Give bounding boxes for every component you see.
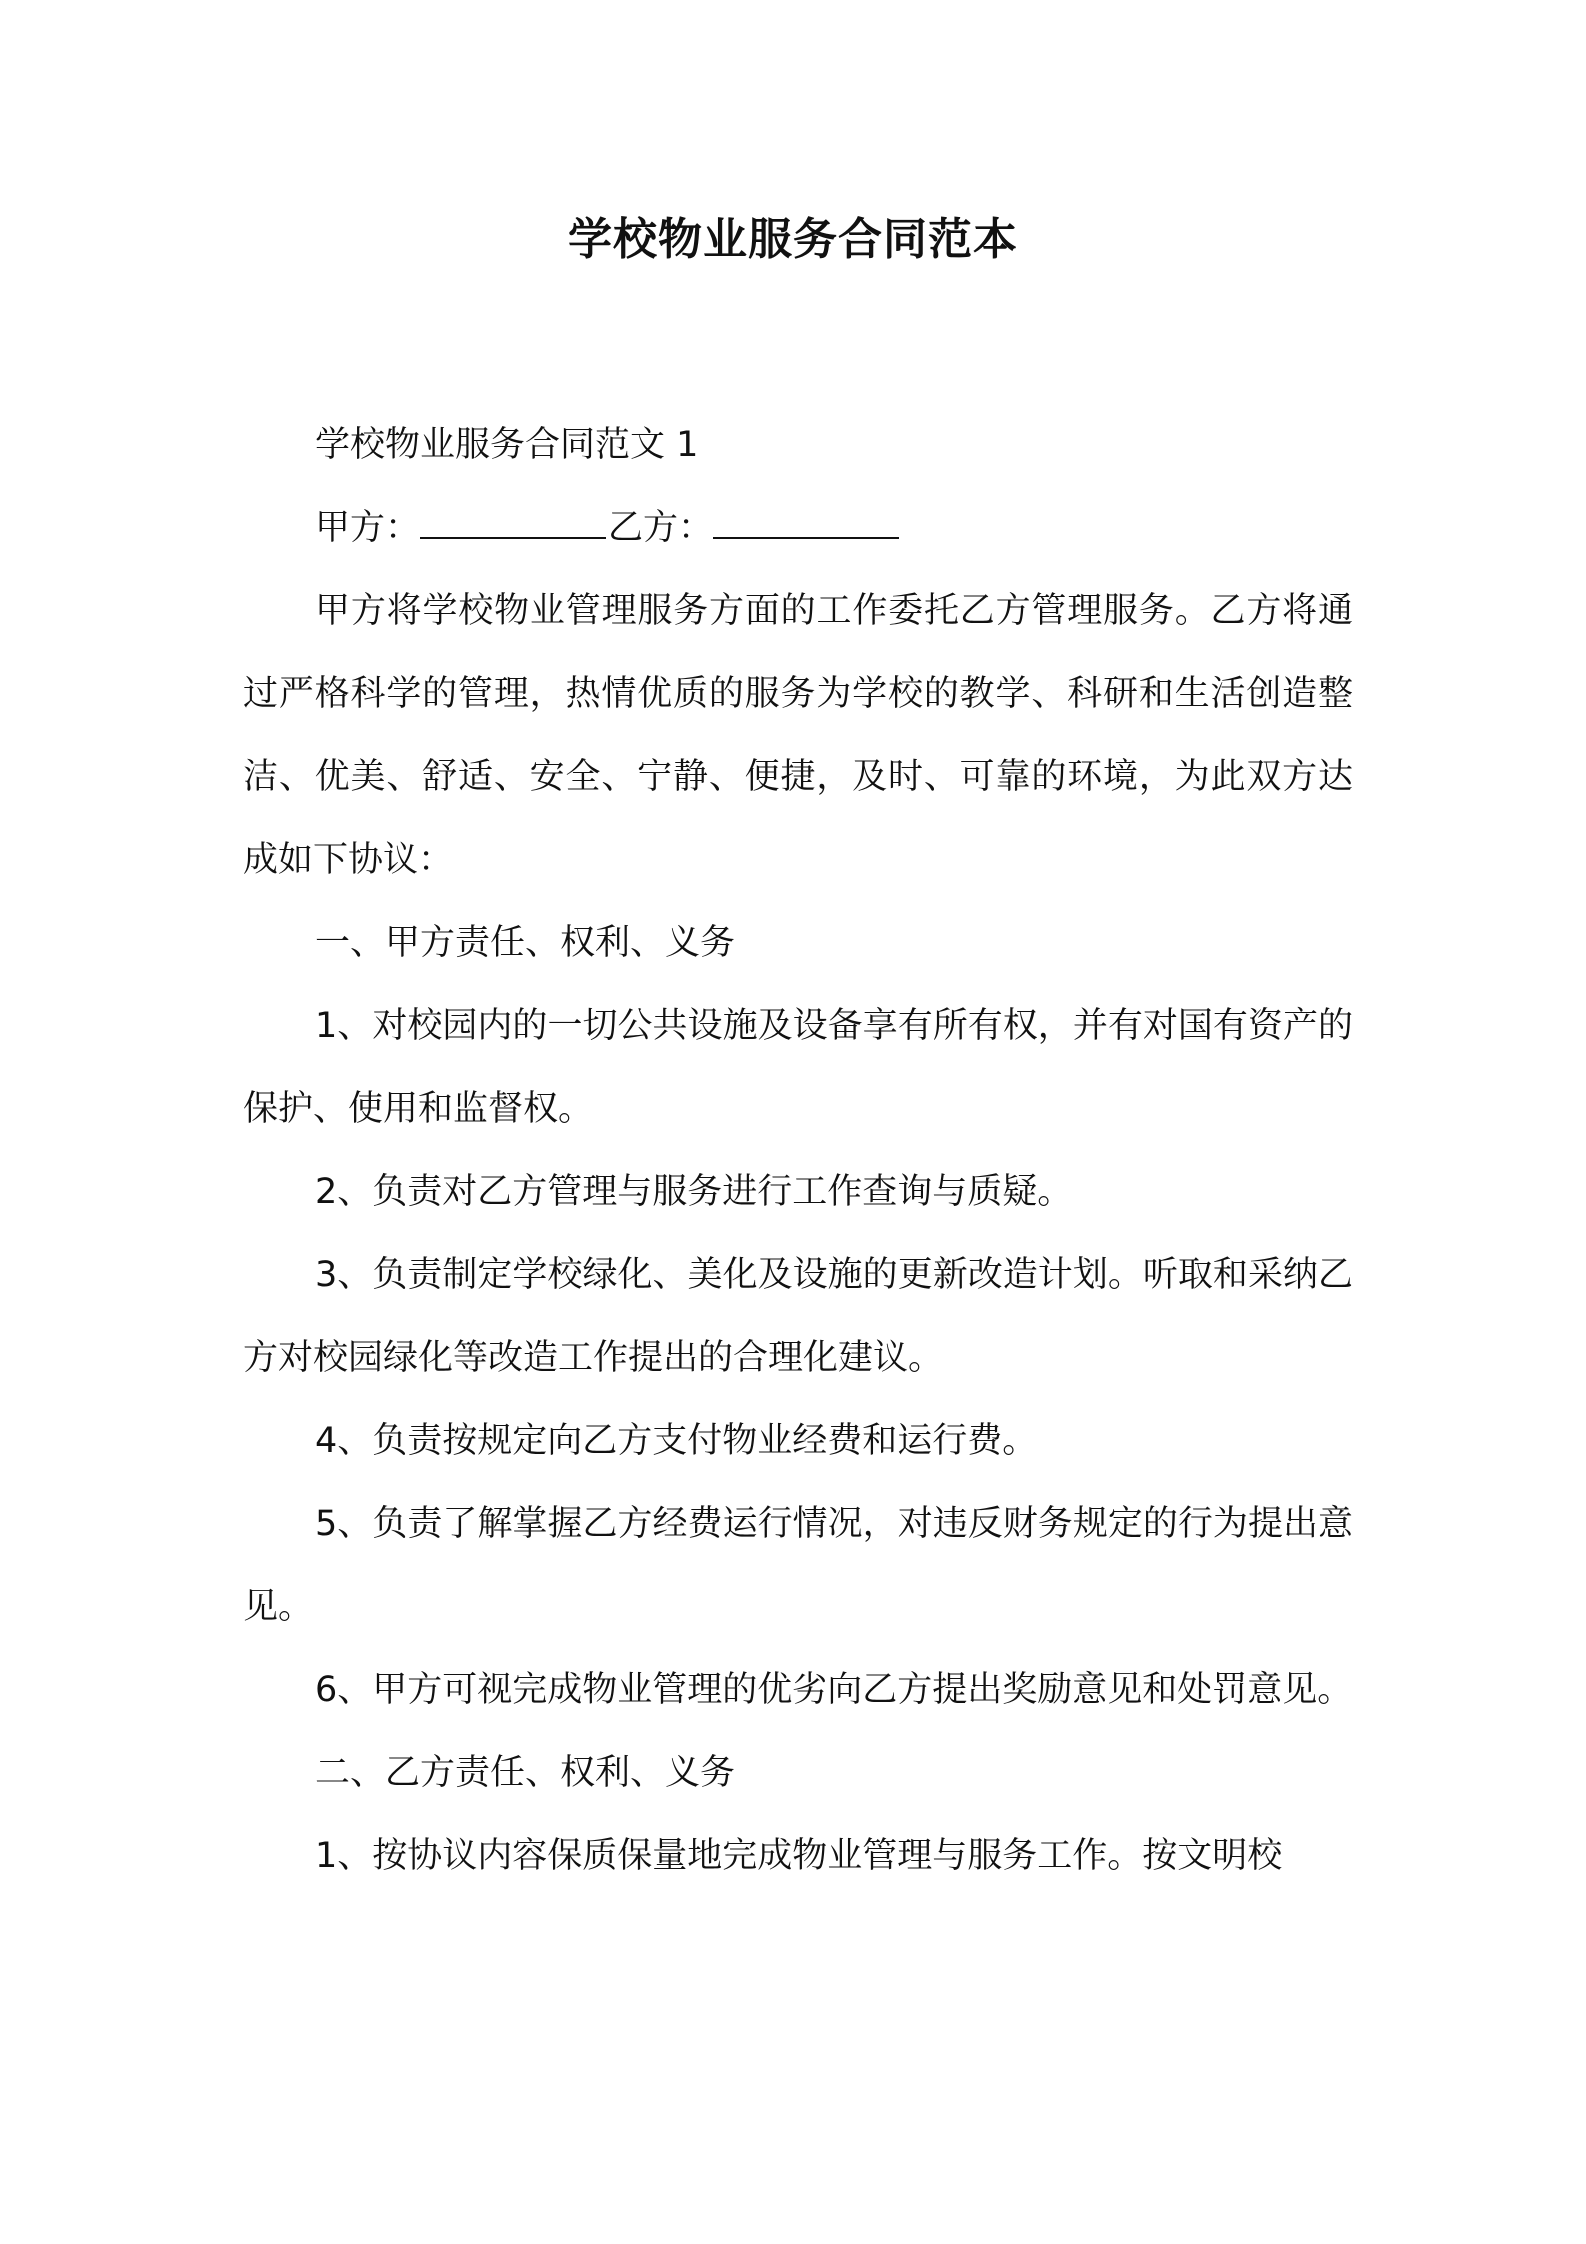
party-a-clause-6: 6、甲方可视完成物业管理的优劣向乙方提出奖励意见和处罚意见。 xyxy=(315,1670,1353,1710)
party-a-clause-1: 1、对校园内的一切公共设施及设备享有所有权，并有对国有资产的保护、使用和监督权。 xyxy=(243,1006,1353,1129)
party-a-clause-2: 2、负责对乙方管理与服务进行工作查询与质疑。 xyxy=(315,1172,1073,1212)
section-heading-party-a: 一、甲方责任、权利、义务 xyxy=(315,923,736,963)
document-body xyxy=(243,404,1353,1898)
party-a-clause-3: 3、负责制定学校绿化、美化及设施的更新改造计划。听取和采纳乙方对校园绿化等改造工作提出的合理化建议。 xyxy=(243,1255,1353,1378)
party-b-blank xyxy=(713,497,899,539)
party-a-blank xyxy=(420,497,606,539)
document-title: 学校物业服务合同范本 xyxy=(568,214,1018,265)
contract-subtitle: 学校物业服务合同范文 1 xyxy=(315,425,699,465)
intro-paragraph: 甲方将学校物业管理服务方面的工作委托乙方管理服务。乙方将通过严格科学的管理，热情优质的服务为学校的教学、科研和生活创造整洁、优美、舒适、安全、宁静、便捷，及时、可靠的环境，为此双方达成如下协议： xyxy=(243,591,1353,880)
party-b-label: 乙方： xyxy=(608,508,714,548)
party-a-label: 甲方： xyxy=(315,508,421,548)
party-b-clause-1: 1、按协议内容保质保量地完成物业管理与服务工作。按文明校 xyxy=(315,1836,1283,1876)
parties-line xyxy=(243,487,1353,570)
party-a-clause-5: 5、负责了解掌握乙方经费运行情况，对违反财务规定的行为提出意见。 xyxy=(243,1504,1353,1627)
section-heading-party-b: 二、乙方责任、权利、义务 xyxy=(315,1753,736,1793)
party-a-clause-4: 4、负责按规定向乙方支付物业经费和运行费。 xyxy=(315,1421,1038,1461)
